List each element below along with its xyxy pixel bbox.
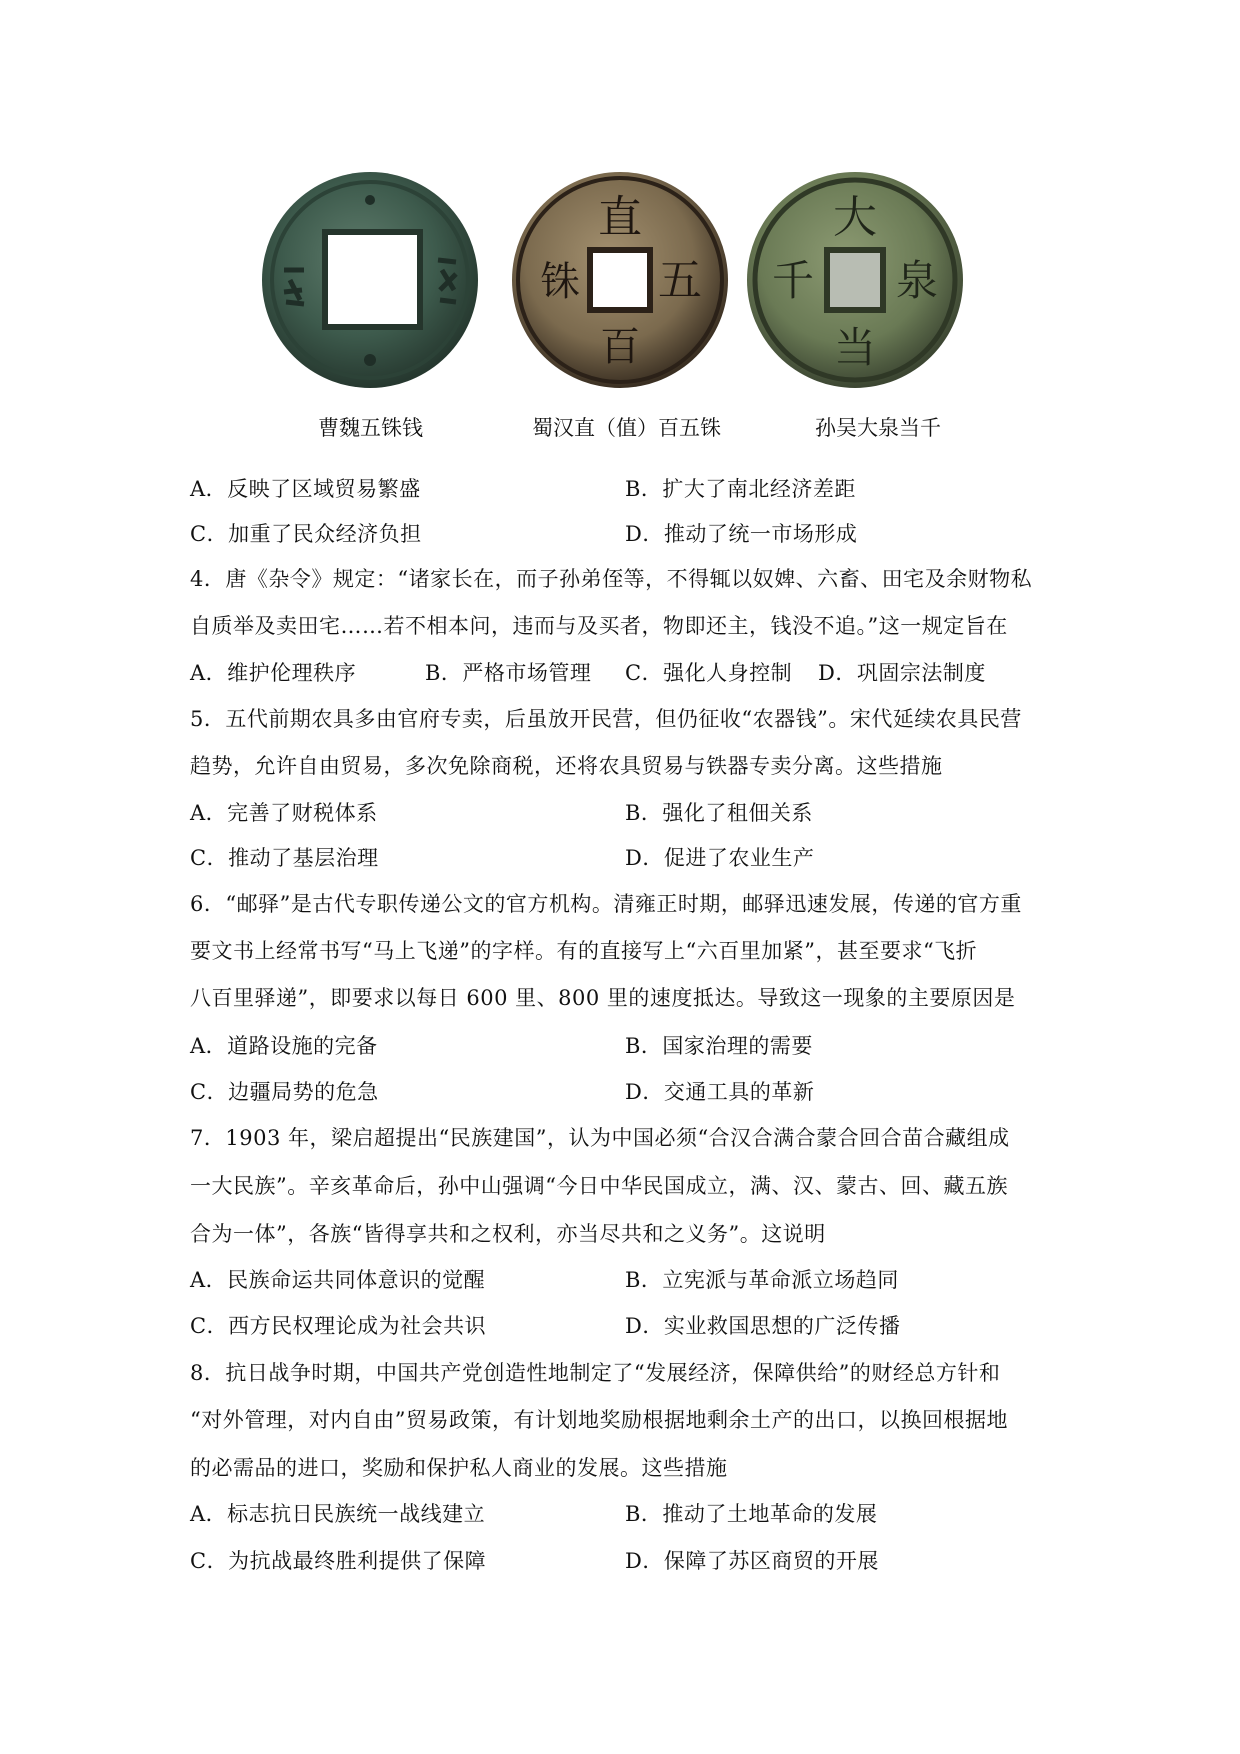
coin3-char-bottom: 当 [833,323,877,372]
q6-stem-line3: 八百里驿递”，即要求以每日 600 里、800 里的速度抵达。导致这一现象的主要原因是 [190,986,1016,1010]
q8-stem-line3: 的必需品的进口，奖励和保护私人商业的发展。这些措施 [190,1456,728,1480]
q7-stem-line3: 合为一体”，各族“皆得享共和之权利，亦当尽共和之义务”。这说明 [190,1222,826,1246]
q5-option-d[interactable]: D．促进了农业生产 [625,846,815,870]
q3-option-b[interactable]: B．扩大了南北经济差距 [625,477,856,501]
q7-option-b[interactable]: B．立宪派与革命派立场趋同 [625,1268,899,1292]
q4-option-c[interactable]: C．强化人身控制 [625,661,793,685]
q7-option-d[interactable]: D．实业救国思想的广泛传播 [625,1314,901,1338]
q6-option-c[interactable]: C．边疆局势的危急 [190,1080,379,1104]
q4-option-a[interactable]: A．维护伦理秩序 [190,661,357,685]
q5-stem-line2: 趋势，允许自由贸易，多次免除商税，还将农具贸易与铁器专卖分离。这些措施 [190,754,943,778]
coin3-char-right: 泉 [895,256,939,305]
q3-option-c[interactable]: C．加重了民众经济负担 [190,522,422,546]
coin-figure [0,160,1240,410]
q7-stem-line2: 一大民族”。辛亥革命后，孙中山强调“今日中华民国成立，满、汉、蒙古、回、藏五族 [190,1174,1008,1198]
q5-stem-line1: 5．五代前期农具多由官府专卖，后虽放开民营，但仍征收“农器钱”。宋代延续农具民营 [190,707,1022,731]
q5-option-a[interactable]: A．完善了财税体系 [190,801,378,825]
coin3-char-top: 大 [833,192,877,243]
q4-stem-line2: 自质举及卖田宅……若不相本问，违而与及买者，物即还主，钱没不追。”这一规定旨在 [190,614,1008,638]
q7-option-c[interactable]: C．西方民权理论成为社会共识 [190,1314,487,1338]
q6-option-b[interactable]: B．国家治理的需要 [625,1034,813,1058]
q4-option-b[interactable]: B．严格市场管理 [425,661,592,685]
q8-option-a[interactable]: A．标志抗日民族统一战线建立 [190,1502,486,1526]
q6-stem-line1: 6．“邮驿”是古代专职传递公文的官方机构。清雍正时期，邮驿迅速发展，传递的官方重 [190,892,1022,916]
coin2-char-top: 直 [598,192,642,243]
q6-option-d[interactable]: D．交通工具的革新 [625,1080,815,1104]
q3-option-a[interactable]: A．反映了区域贸易繁盛 [190,477,421,501]
q5-option-b[interactable]: B．强化了租佃关系 [625,801,813,825]
q6-option-a[interactable]: A．道路设施的完备 [190,1034,378,1058]
q6-stem-line2: 要文书上经常书写“马上飞递”的字样。有的直接写上“六百里加紧”，甚至要求“飞折 [190,939,978,963]
q8-option-d[interactable]: D．保障了苏区商贸的开展 [625,1549,879,1573]
q8-option-c[interactable]: C．为抗战最终胜利提供了保障 [190,1549,487,1573]
coin-caption-sun-wu: 孙吴大泉当千 [815,416,941,440]
sun-wu-coin-image [745,170,965,390]
q8-option-b[interactable]: B．推动了土地革命的发展 [625,1502,878,1526]
q7-stem-line1: 7．1903 年，梁启超提出“民族建国”，认为中国必须“合汉合满合蒙合回合苗合藏组成 [190,1126,1010,1150]
coin2-char-bottom: 百 [600,324,640,370]
q4-stem-line1: 4．唐《杂令》规定：“诸家长在，而子孙弟侄等，不得辄以奴婢、六畜、田宅及余财物私 [190,567,1033,591]
q4-option-d[interactable]: D．巩固宗法制度 [818,661,986,685]
shu-han-coin-image [510,170,730,390]
q7-option-a[interactable]: A．民族命运共同体意识的觉醒 [190,1268,486,1292]
cao-wei-coin-image [260,170,480,390]
q3-option-d[interactable]: D．推动了统一市场形成 [625,522,858,546]
coin2-char-right: 五 [658,255,702,306]
coin-caption-cao-wei: 曹魏五铢钱 [318,416,423,440]
coin2-char-left: 铢 [540,259,580,305]
coin-caption-shu-han: 蜀汉直（值）百五铢 [532,416,721,440]
q8-stem-line1: 8．抗日战争时期，中国共产党创造性地制定了“发展经济，保障供给”的财经总方针和 [190,1361,1001,1385]
q8-stem-line2: “对外管理，对内自由”贸易政策，有计划地奖励根据地剩余土产的出口，以换回根据地 [190,1408,1008,1432]
q5-option-c[interactable]: C．推动了基层治理 [190,846,379,870]
coin3-char-left: 千 [771,256,815,305]
